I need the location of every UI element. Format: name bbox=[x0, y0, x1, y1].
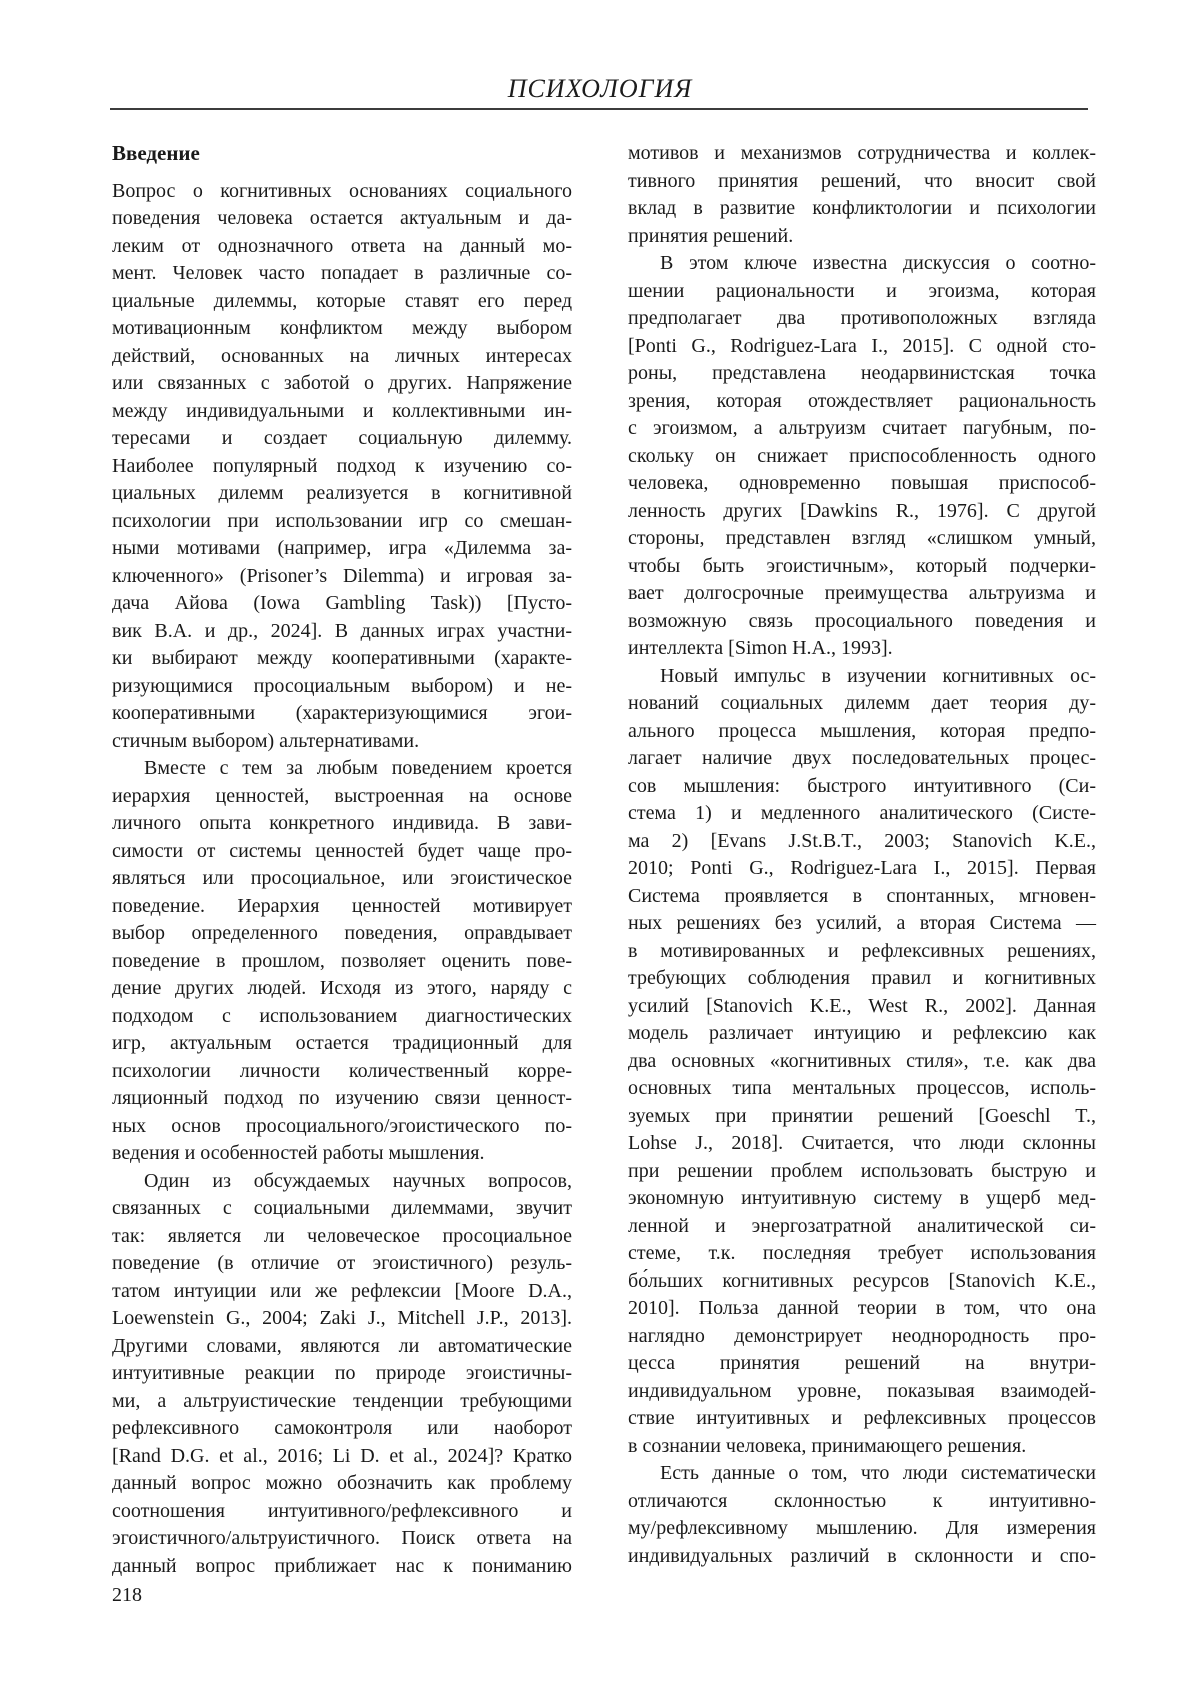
text-line: чтобы быть эгоистичным», который подчерки- bbox=[628, 554, 1096, 577]
text-line: мотивов и механизмов сотрудничества и коллек- bbox=[628, 142, 1096, 164]
text-line: отличаются склонностью к интуитивно- bbox=[628, 1489, 1096, 1512]
paragraph bbox=[628, 250, 1096, 663]
text-line: экономную интуитивную систему в ущерб мед- bbox=[628, 1187, 1096, 1209]
text-line: татом интуиции или же рефлексии [Moore D.A., bbox=[112, 1279, 572, 1302]
text-line: данный вопрос можно обозначить как проблему bbox=[112, 1472, 572, 1494]
text-line: индивидуальных различий в склонности и спо- bbox=[628, 1544, 1096, 1567]
text-line: данный вопрос приближает нас к пониманию bbox=[112, 1554, 572, 1577]
text-line: модель различает интуицию и рефлексию как bbox=[628, 1022, 1096, 1044]
text-line: зрения, которая отождествляет рациональность bbox=[628, 389, 1096, 412]
text-line: соотношения интуитивного/рефлексивного и bbox=[112, 1499, 572, 1522]
text-line: два основных «когнитивных стиля», т.е. как два bbox=[628, 1049, 1096, 1072]
text-line: или связанных с заботой о других. Напряжение bbox=[112, 372, 572, 394]
text-line: зуемых при принятии решений [Goeschl T., bbox=[628, 1104, 1096, 1127]
text-line: основных типа ментальных процессов, исполь- bbox=[628, 1077, 1096, 1099]
text-line: выбор определенного поведения, оправдывает bbox=[112, 922, 572, 944]
right-column-text bbox=[628, 140, 1096, 1570]
paragraph bbox=[112, 1168, 572, 1581]
text-line: интуитивные реакции по природе эгоистичны- bbox=[112, 1362, 572, 1384]
text-line: симости от системы ценностей будет чаще про- bbox=[112, 839, 572, 862]
left-column-text bbox=[112, 178, 572, 1581]
text-line: ных основ просоциального/эгоистического по- bbox=[112, 1114, 572, 1137]
text-line: интеллекта [Simon H.A., 1993]. bbox=[628, 637, 893, 659]
text-line: ведения и особенностей работы мышления. bbox=[112, 1142, 485, 1164]
text-line: человека, одновременно повышая приспособ- bbox=[628, 472, 1096, 494]
text-line: при решении проблем использовать быструю и bbox=[628, 1159, 1096, 1182]
section-heading-introduction: Введение bbox=[112, 141, 200, 165]
text-line: иерархия ценностей, выстроенная на основе bbox=[112, 784, 572, 807]
text-line: поведение. Иерархия ценностей мотивирует bbox=[112, 894, 572, 917]
text-line: цесса принятия решений на внутри- bbox=[628, 1352, 1096, 1374]
text-line: роны, представлена неодарвинистская точка bbox=[628, 362, 1096, 384]
text-line: 2010; Ponti G., Rodriguez-Lara I., 2015]. Первая bbox=[628, 857, 1096, 879]
text-line: циальных дилемм реализуется в когнитивной bbox=[112, 482, 572, 504]
right-column bbox=[628, 140, 1096, 1570]
text-line: дение других людей. Исходя из этого, наряду с bbox=[112, 977, 572, 999]
text-line: вик В.А. и др., 2024]. В данных играх участни- bbox=[112, 619, 572, 642]
text-line: Вместе с тем за любым поведением кроется bbox=[144, 757, 572, 779]
paragraph bbox=[112, 755, 572, 1168]
text-line: стороны, представлен взгляд «слишком умный, bbox=[628, 527, 1096, 549]
text-line: дача Айова (Iowa Gambling Task)) [Пусто- bbox=[112, 592, 572, 614]
text-line: ма 2) [Evans J.St.B.T., 2003; Stanovich K.E., bbox=[628, 829, 1096, 852]
text-line: поведение (в отличие от эгоистичного) резуль- bbox=[112, 1252, 572, 1274]
text-line: тересами и создает социальную дилемму. bbox=[112, 427, 572, 449]
text-line: скольку он снижает приспособленность одного bbox=[628, 444, 1096, 467]
paragraph bbox=[628, 663, 1096, 1461]
header-rule bbox=[110, 108, 1088, 110]
text-line: ленной и энергозатратной аналитической си- bbox=[628, 1214, 1096, 1237]
text-line: ствие интуитивных и рефлексивных процессов bbox=[628, 1407, 1096, 1429]
running-head-title: ПСИХОЛОГИЯ bbox=[507, 74, 693, 103]
text-line: индивидуальном уровне, показывая взаимодей- bbox=[628, 1379, 1096, 1402]
text-line: подходом с использованием диагностических bbox=[112, 1004, 572, 1027]
text-line: в мотивированных и рефлексивных решениях, bbox=[628, 939, 1096, 962]
text-line: Lohse J., 2018]. Считается, что люди склонны bbox=[628, 1132, 1096, 1154]
text-line: шении рациональности и эгоизма, которая bbox=[628, 279, 1096, 302]
text-line: тивного принятия решений, что вносит свой bbox=[628, 169, 1096, 192]
text-line: стичным выбором) альтернативами. bbox=[112, 729, 420, 752]
text-line: игр, актуальным остается традиционный для bbox=[112, 1032, 572, 1054]
text-line: Есть данные о том, что люди систематически bbox=[660, 1462, 1096, 1484]
text-line: мотивационным конфликтом между выбором bbox=[112, 317, 572, 339]
text-line: принятия решений. bbox=[628, 224, 794, 247]
text-line: кооперативными (характеризующимися эгои- bbox=[112, 702, 572, 724]
text-line: мент. Человек часто попадает в различные со- bbox=[112, 262, 572, 284]
paragraph bbox=[628, 140, 1096, 250]
text-line: сов мышления: быстрого интуитивного (Си- bbox=[628, 774, 1096, 797]
text-line: В этом ключе известна дискуссия о соотно- bbox=[660, 252, 1096, 274]
text-line: психологии личности количественный корре- bbox=[112, 1059, 572, 1082]
text-line: циальные дилеммы, которые ставят его перед bbox=[112, 289, 572, 312]
text-line: поведения человека остается актуальным и да- bbox=[112, 207, 572, 229]
paragraph bbox=[112, 178, 572, 756]
text-line: лагает наличие двух последовательных процес- bbox=[628, 747, 1096, 769]
text-line: Новый импульс в изучении когнитивных ос- bbox=[660, 664, 1096, 687]
text-line: Вопрос о когнитивных основаниях социального bbox=[112, 179, 572, 202]
text-line: в сознании человека, принимающего решения. bbox=[628, 1434, 1027, 1457]
text-line: требующих соблюдения правил и когнитивных bbox=[628, 967, 1096, 989]
text-line: ризующимися просоциальным выбором) и не- bbox=[112, 674, 572, 697]
text-line: вает долгосрочные преимущества альтруизма и bbox=[628, 582, 1096, 604]
left-column bbox=[112, 140, 572, 1580]
text-line: эгоистичного/альтруистичного. Поиск ответа на bbox=[112, 1527, 572, 1549]
text-line: [Rand D.G. et al., 2016; Li D. et al., 2024]? Кратко bbox=[112, 1444, 572, 1467]
paragraph bbox=[628, 1460, 1096, 1570]
text-line: поведение в прошлом, позволяет оценить пове- bbox=[112, 949, 572, 972]
text-line: ки выбирают между кооперативными (характе- bbox=[112, 647, 572, 669]
text-line: наглядно демонстрирует неоднородность про- bbox=[628, 1324, 1096, 1347]
text-line: усилий [Stanovich K.E., West R., 2002]. Данная bbox=[628, 994, 1096, 1017]
text-line: Loewenstein G., 2004; Zaki J., Mitchell J.P., 2013]. bbox=[112, 1307, 572, 1329]
text-line: ляционный подход по изучению связи ценност- bbox=[112, 1087, 572, 1109]
text-line: рефлексивного самоконтроля или наоборот bbox=[112, 1417, 572, 1439]
text-line: леким от однозначного ответа на данный мо- bbox=[112, 234, 572, 257]
text-line: [Ponti G., Rodriguez-Lara I., 2015]. С одной сто- bbox=[628, 334, 1096, 357]
text-line: ленность других [Dawkins R., 1976]. С другой bbox=[628, 499, 1096, 522]
text-line: Система проявляется в спонтанных, мгновен- bbox=[628, 884, 1096, 907]
text-line: являться или просоциальное, или эгоистическое bbox=[112, 867, 572, 889]
text-line: так: является ли человеческое просоциальное bbox=[112, 1224, 572, 1247]
text-line: ключенного» (Prisoner’s Dilemma) и игровая за- bbox=[112, 564, 572, 587]
text-line: между индивидуальными и коллективными ин- bbox=[112, 399, 572, 422]
text-line: Наиболее популярный подход к изучению со- bbox=[112, 454, 572, 477]
text-line: бо́льших когнитивных ресурсов [Stanovich K.E., bbox=[628, 1269, 1096, 1292]
text-line: вклад в развитие конфликтологии и психологии bbox=[628, 197, 1096, 219]
text-line: возможную связь просоциального поведения и bbox=[628, 609, 1096, 632]
text-line: ми, а альтруистические тенденции требующими bbox=[112, 1389, 572, 1412]
text-line: стема 1) и медленного аналитического (Систе- bbox=[628, 802, 1096, 824]
text-line: ными мотивами (например, игра «Дилемма за- bbox=[112, 537, 572, 559]
text-line: предполагает два противоположных взгляда bbox=[628, 307, 1096, 329]
page-number: 218 bbox=[112, 1584, 142, 1606]
text-line: му/рефлексивному мышлению. Для измерения bbox=[628, 1517, 1096, 1539]
text-line: связанных с социальными дилеммами, звучит bbox=[112, 1197, 572, 1219]
text-line: Другими словами, являются ли автоматические bbox=[112, 1334, 572, 1357]
text-line: психологии при использовании игр со смешан- bbox=[112, 509, 572, 532]
text-line: нований социальных дилемм дает теория ду- bbox=[628, 692, 1096, 714]
text-line: Один из обсуждаемых научных вопросов, bbox=[144, 1169, 572, 1192]
text-line: ных решениях без усилий, а вторая Система — bbox=[628, 912, 1096, 934]
text-line: 2010]. Польза данной теории в том, что она bbox=[628, 1297, 1096, 1319]
text-line: ального процесса мышления, которая предпо- bbox=[628, 719, 1096, 742]
text-line: действий, основанных на личных интересах bbox=[112, 344, 572, 367]
text-line: стеме, т.к. последняя требует использования bbox=[628, 1242, 1096, 1264]
text-line: личного опыта конкретного индивида. В зави- bbox=[112, 812, 572, 834]
text-line: с эгоизмом, а альтруизм считает пагубным, по- bbox=[628, 417, 1096, 439]
